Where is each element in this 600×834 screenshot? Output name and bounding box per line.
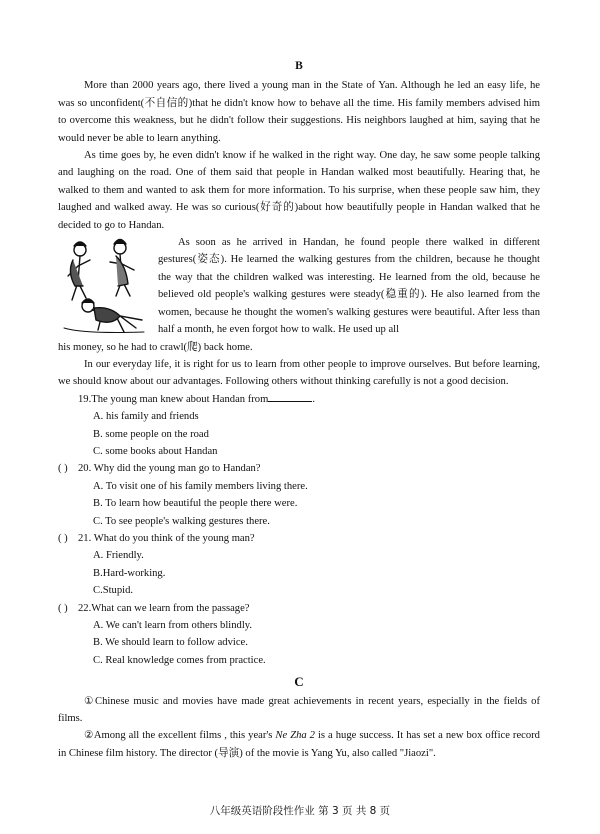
passage-b-heading: B — [295, 60, 303, 72]
answer-option: C. To see people's walking gestures there. — [93, 515, 270, 527]
answer-option: A. We can't learn from others blindly. — [93, 620, 253, 631]
passage-b-paragraph-3: As soon as he arrived in Handan, he found people there walked in different gestures(姿态). He learned the walking gestures from the children, because he thought the way that the children walked was interesting. He learned from the old, because he believed old people's walking gestures were steady(稳重的). He also learned from the women, because he thought the women's walking gestures were beautiful. After less than half a month, he even forgot how to walk. He used up all — [158, 237, 540, 336]
question-20-stem — [58, 460, 540, 477]
question-text: 21. What do you think of the young man? — [78, 532, 255, 544]
answer-option: A. To visit one of his family members living there. — [93, 480, 308, 492]
answer-bracket[interactable]: ( ) — [58, 532, 68, 544]
answer-bracket[interactable]: ( ) — [58, 602, 68, 614]
answer-option: B. We should learn to follow advice. — [93, 637, 248, 649]
illustrated-paragraph — [58, 234, 540, 338]
passage-b-paragraph-3-continued: his money, so he had to crawl(爬) back home. — [58, 341, 253, 353]
question-21-stem — [58, 530, 540, 547]
worksheet-page — [58, 58, 540, 762]
illustrated-text — [158, 234, 540, 338]
answer-option: C. some books about Handan — [93, 445, 218, 457]
question-list — [58, 391, 540, 670]
page-footer: 八年级英语阶段性作业 第 3 页 共 8 页 — [209, 805, 391, 817]
answer-bracket[interactable]: ( ) — [58, 463, 68, 475]
passage-c-paragraph-2 — [58, 727, 540, 762]
passage-b-paragraph-4: In our everyday life, it is right for us to learn from other people to improve ourselves. But before learning, we should know about our advantages. Following others without thinking carefully is not a good decision. — [58, 358, 540, 388]
answer-option: B. To learn how beautiful the people there were. — [93, 498, 298, 510]
question-text: 20. Why did the young man go to Handan? — [78, 463, 261, 475]
question-text: 19.The young man knew about Handan from — [78, 393, 269, 405]
answer-option: A. Friendly. — [93, 550, 144, 562]
passage-c-paragraph-1: ①Chinese music and movies have made great achievements in recent years, especially in the fields of films. — [58, 695, 540, 725]
answer-option: B. some people on the road — [93, 428, 209, 440]
passage-c-paragraph-2-part-b: is a huge success. It has set a new box office record in Chinese film history. The director (导演) of the movie is Yang Yu, also called "Jiaozi". — [58, 730, 540, 759]
blank-period: . — [312, 393, 316, 405]
passage-c-heading: C — [294, 674, 304, 690]
handan-walking-illustration — [58, 236, 154, 338]
answer-option: B.Hard-working. — [93, 567, 166, 579]
answer-option: A. his family and friends — [93, 411, 199, 423]
question-22-stem — [58, 600, 540, 617]
question-text: 22.What can we learn from the passage? — [78, 602, 250, 614]
answer-blank[interactable] — [268, 391, 312, 402]
answer-option: C. Real knowledge comes from practice. — [93, 654, 266, 666]
film-title: Ne Zha 2 — [275, 730, 315, 742]
passage-b-paragraph-1: More than 2000 years ago, there lived a young man in the State of Yan. Although he led an easy life, he was so unconfident(不自信的)that he didn't know how to behave all the time. His family members advised him to overcome this weakness, but he didn't follow their suggestions. His neighbors laughed at him, saying that he would never be able to learn anything. — [58, 80, 540, 144]
answer-option: C.Stupid. — [93, 585, 134, 597]
question-19-stem — [78, 391, 540, 408]
passage-c-paragraph-2-part-a: ②Among all the excellent films , this year's — [84, 730, 276, 742]
passage-b-paragraph-2: As time goes by, he even didn't know if he walked in the right way. One day, he saw some people talking and laughing on the road. One of them said that people in Handan walked most beautifully. Hearing that, he walked to them and wanted to ask them for more information. To his surprise, when these people saw him, they laughed and walked away. He was so curious(好奇的)about how beautifully people in Handan walked that he decided to go to Handan. — [58, 150, 540, 231]
